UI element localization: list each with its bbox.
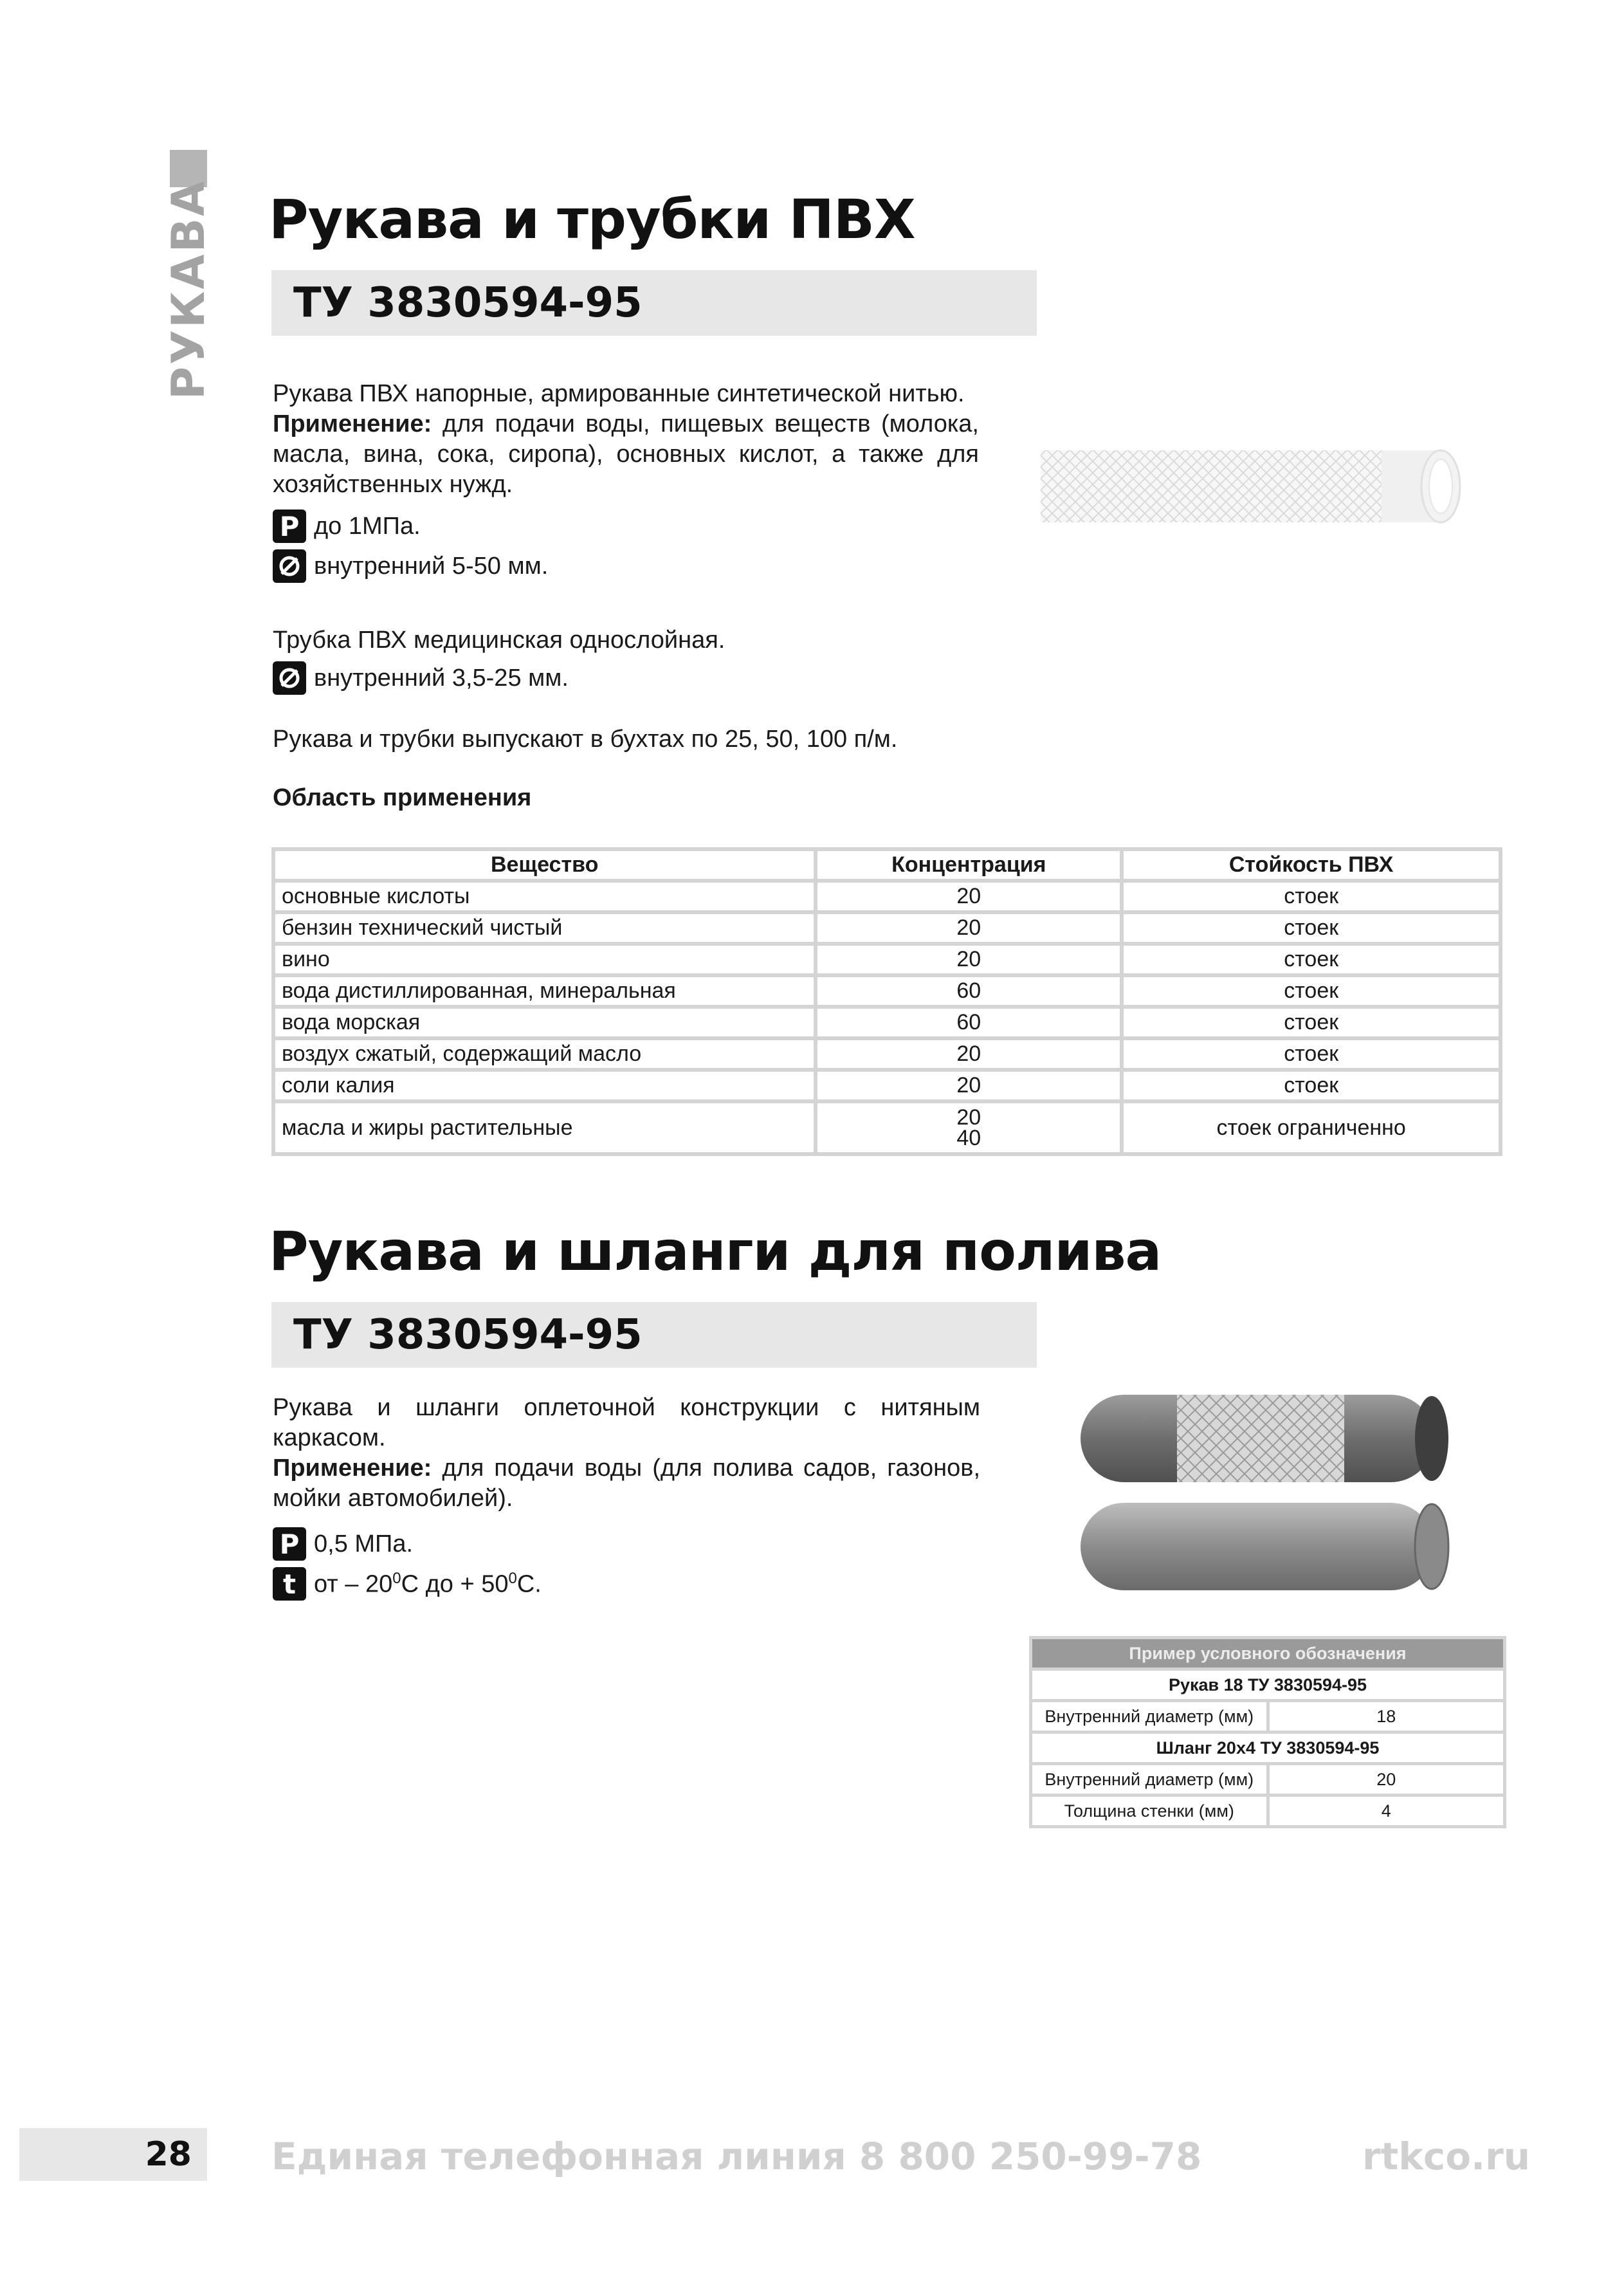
diameter-value: внутренний 5-50 мм. — [314, 552, 549, 580]
resistance-cell: стоек — [1124, 977, 1499, 1005]
resistance-cell: стоек — [1124, 1040, 1499, 1068]
section-title-watering: Рукава и шланги для полива — [269, 1220, 1162, 1283]
substance-cell: бензин технический чистый — [275, 914, 814, 942]
column-header: Концентрация — [817, 851, 1120, 879]
diameter-spec — [273, 548, 548, 584]
tu-code: ТУ 3830594-95 — [293, 1311, 643, 1359]
substance-cell: масла и жиры растительные — [275, 1103, 814, 1152]
substance-cell: соли калия — [275, 1072, 814, 1099]
param-label: Толщина стенки (мм) — [1032, 1797, 1266, 1825]
tube-diameter-spec — [273, 660, 569, 696]
pvc-description — [273, 379, 979, 500]
side-tab-label: РУКАВА — [162, 179, 215, 400]
tu-bar-watering — [271, 1302, 1037, 1368]
watering-description — [273, 1393, 980, 1514]
substance-cell: вино — [275, 946, 814, 973]
page-number: 28 — [145, 2135, 192, 2174]
substance-cell: вода морская — [275, 1009, 814, 1036]
concentration-cell: 20 — [817, 914, 1120, 942]
concentration-cell — [817, 1103, 1120, 1152]
designation-header: Пример условного обозначения — [1032, 1639, 1503, 1667]
substance-cell: основные кислоты — [275, 883, 814, 910]
pressure-icon: P — [273, 1527, 306, 1561]
resistance-cell: стоек — [1124, 883, 1499, 910]
param-value: 4 — [1270, 1797, 1504, 1825]
application-area-heading: Область применения — [273, 784, 532, 811]
table-row — [1032, 1639, 1503, 1667]
concentration-cell: 20 — [817, 946, 1120, 973]
pvc-hose-image — [1041, 432, 1477, 535]
table-row — [275, 946, 1499, 973]
tu-bar-pvc — [271, 270, 1037, 336]
temperature-value: от – $20^0С$ до + $50^0С$. — [314, 1569, 542, 1598]
param-label: Внутренний диаметр (мм) — [1032, 1702, 1266, 1731]
garden-hose-image — [1068, 1382, 1466, 1601]
param-label: Внутренний диаметр (мм) — [1032, 1765, 1266, 1794]
designation-example: Шланг 20х4 ТУ 3830594-95 — [1032, 1734, 1503, 1762]
pressure-spec — [273, 508, 421, 544]
concentration-value: 20 — [956, 1105, 981, 1130]
temperature-spec — [273, 1566, 542, 1602]
designation-example: Рукав 18 ТУ 3830594-95 — [1032, 1671, 1503, 1699]
table-row — [275, 883, 1499, 910]
table-row — [275, 1009, 1499, 1036]
concentration-cell: 20 — [817, 1040, 1120, 1068]
substance-cell: вода дистиллированная, минеральная — [275, 977, 814, 1005]
application-label: Применение: — [273, 410, 432, 437]
concentration-cell: 20 — [817, 1072, 1120, 1099]
application-text: для подачи воды (для полива садов, газонов, мойки автомобилей). — [273, 1455, 980, 1512]
concentration-cell: 60 — [817, 1009, 1120, 1036]
application-label: Применение: — [273, 1455, 432, 1482]
pressure-spec — [273, 1526, 413, 1562]
footer-phone: Единая телефонная линия 8 800 250-99-78 — [271, 2135, 1202, 2178]
footer-website: rtkco.ru — [1362, 2135, 1531, 2178]
table-header-row — [275, 851, 1499, 879]
section-title-pvc: Рукава и трубки ПВХ — [269, 188, 915, 251]
pressure-icon: P — [273, 510, 306, 543]
pvc-line1: Рукава ПВХ напорные, армированные синтетической нитью. — [273, 380, 965, 407]
table-row — [1032, 1797, 1503, 1825]
resistance-cell: стоек — [1124, 946, 1499, 973]
pressure-value: до 1МПа. — [314, 512, 421, 540]
pressure-value: 0,5 МПа. — [314, 1530, 414, 1557]
supply-text: Рукава и трубки выпускают в бухтах по 25, 50, 100 п/м. — [273, 726, 898, 753]
param-value: 20 — [1270, 1765, 1504, 1794]
substance-cell: воздух сжатый, содержащий масло — [275, 1040, 814, 1068]
diameter-icon — [273, 661, 306, 695]
tu-code: ТУ 3830594-95 — [293, 279, 643, 327]
table-row — [275, 1103, 1499, 1152]
table-row — [1032, 1702, 1503, 1731]
application-text: для подачи воды, пищевых веществ (молока, масла, вина, сока, сиропа), основных кислот, а также для хозяйственных нужд. — [273, 410, 979, 498]
tube-diameter-value: внутренний 3,5-25 мм. — [314, 664, 569, 692]
table-row — [275, 977, 1499, 1005]
table-row — [275, 1072, 1499, 1099]
temperature-icon: t — [273, 1567, 306, 1601]
table-row — [1032, 1734, 1503, 1762]
resistance-cell: стоек ограниченно — [1124, 1103, 1499, 1152]
designation-table — [1029, 1636, 1506, 1828]
tube-description: Трубка ПВХ медицинская однослойная. — [273, 627, 725, 654]
resistance-cell: стоек — [1124, 1009, 1499, 1036]
resistance-cell: стоек — [1124, 1072, 1499, 1099]
param-value: 18 — [1270, 1702, 1504, 1731]
table-row — [1032, 1765, 1503, 1794]
concentration-cell: 60 — [817, 977, 1120, 1005]
diameter-icon — [273, 549, 306, 583]
table-row — [275, 914, 1499, 942]
table-row — [1032, 1671, 1503, 1699]
watering-line1: Рукава и шланги оплеточной конструкции с нитяным каркасом. — [273, 1394, 980, 1451]
resistance-table — [271, 847, 1502, 1156]
concentration-value: 40 — [956, 1126, 981, 1150]
table-row — [275, 1040, 1499, 1068]
column-header: Стойкость ПВХ — [1124, 851, 1499, 879]
resistance-cell: стоек — [1124, 914, 1499, 942]
column-header: Вещество — [275, 851, 814, 879]
concentration-cell: 20 — [817, 883, 1120, 910]
